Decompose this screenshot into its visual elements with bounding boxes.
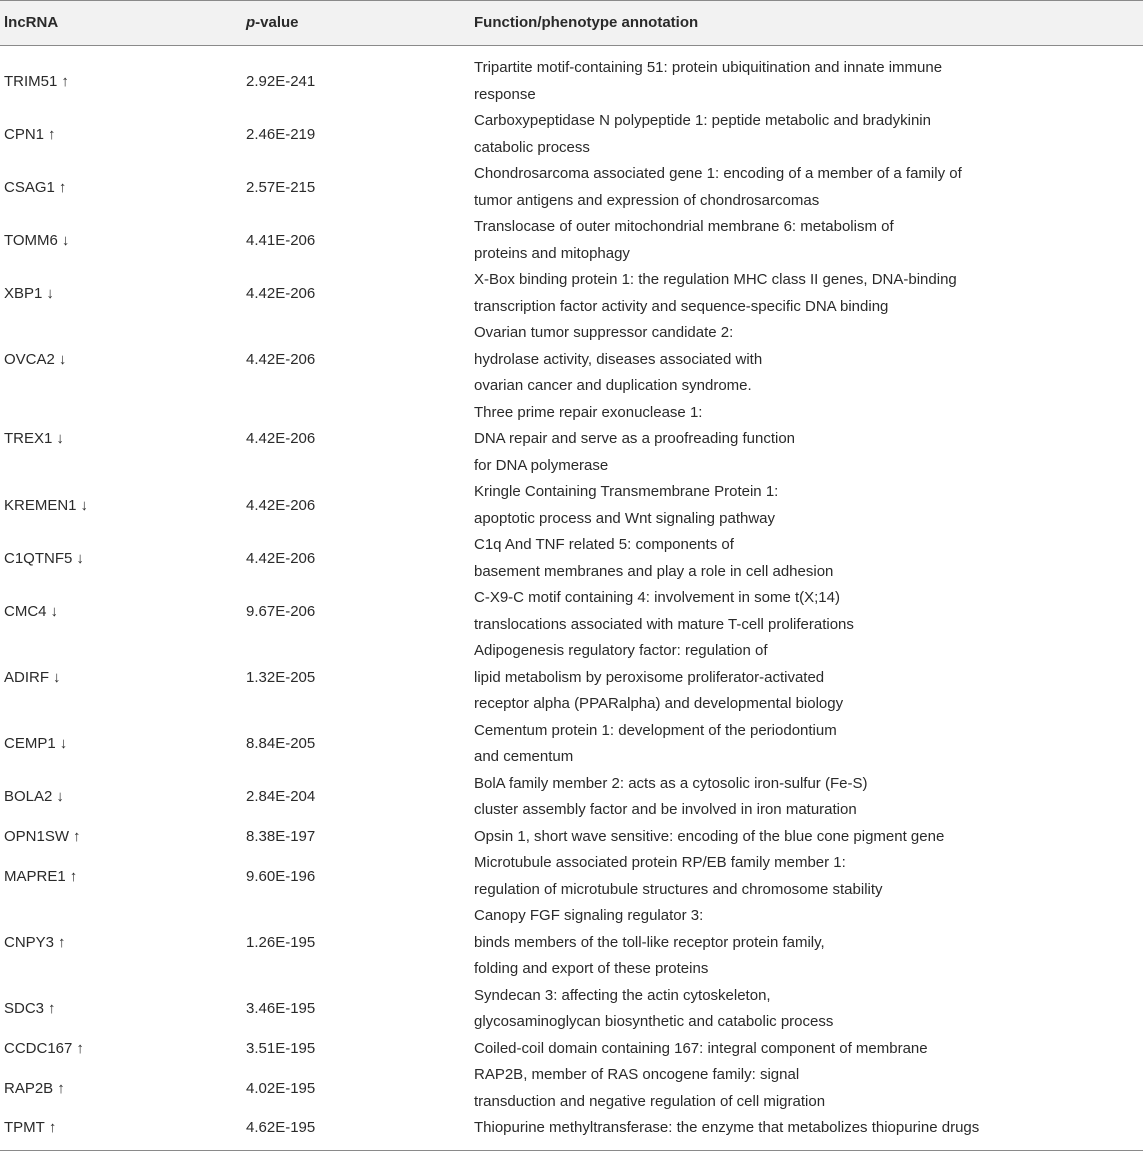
p-value: 4.42E-206 [246, 350, 316, 368]
function-annotation [474, 585, 854, 638]
lncrna-name [4, 603, 58, 620]
lncrna-name [4, 1080, 65, 1097]
lncrna-label: CSAG1 [4, 178, 55, 196]
table-row [0, 638, 1143, 718]
lncrna-name [4, 179, 66, 196]
lncrna-name [4, 788, 64, 805]
down-arrow-icon: ↓ [56, 430, 64, 448]
lncrna-name [4, 934, 66, 951]
header-pvalue [246, 14, 299, 31]
annotation-line: proteins and mitophagy [474, 244, 630, 262]
lncrna-name [4, 126, 56, 143]
annotation-line: Thiopurine methyltransferase: the enzyme that metabolizes thiopurine drugs [474, 1119, 980, 1136]
annotation-line: Carboxypeptidase N polypeptide 1: peptide metabolic and bradykinin [474, 112, 931, 129]
table-row [0, 824, 1143, 851]
annotation-line: basement membranes and play a role in cell adhesion [474, 562, 834, 580]
down-arrow-icon: ↓ [76, 549, 84, 567]
annotation-line: hydrolase activity, diseases associated with [474, 350, 763, 368]
table-bottom-rule [0, 1150, 1143, 1151]
down-arrow-icon: ↓ [61, 231, 70, 249]
up-arrow-icon: ↑ [57, 1079, 65, 1097]
p-value: 1.32E-205 [246, 668, 316, 686]
annotation-line: Coiled-coil domain containing 167: integral component of membrane [474, 1039, 928, 1057]
table-row [0, 214, 1143, 267]
down-arrow-icon: ↓ [50, 602, 59, 620]
down-arrow-icon: ↓ [80, 496, 89, 514]
table-row [0, 479, 1143, 532]
lncrna-label: CCDC167 [4, 1039, 73, 1057]
function-annotation [474, 400, 795, 480]
header-function: Function/phenotype annotation [474, 14, 699, 31]
up-arrow-icon: ↑ [48, 1000, 56, 1017]
function-annotation [474, 55, 942, 108]
lncrna-name [4, 1040, 84, 1057]
p-value: 9.67E-206 [246, 602, 316, 620]
lncrna-label: CEMP1 [4, 735, 56, 752]
function-annotation [474, 214, 894, 267]
lncrna-name [4, 828, 81, 845]
annotation-line: Tripartite motif-containing 51: protein ubiquitination and innate immune [474, 59, 943, 76]
p-value: 4.42E-206 [246, 549, 316, 567]
lncrna-label: OPN1SW [4, 827, 70, 845]
function-annotation [474, 824, 944, 851]
p-value: 2.92E-241 [246, 72, 316, 90]
annotation-line: translocations associated with mature T-cell proliferations [474, 615, 854, 633]
table-row [0, 771, 1143, 824]
function-annotation [474, 161, 962, 214]
lncrna-name [4, 285, 54, 302]
annotation-line: lipid metabolism by peroxisome proliferator-activated [474, 668, 825, 686]
up-arrow-icon: ↑ [69, 867, 78, 885]
lncrna-label: BOLA2 [4, 788, 53, 805]
lncrna-label: CNPY3 [4, 933, 55, 951]
function-annotation [474, 983, 833, 1036]
annotation-line: Syndecan 3: affecting the actin cytoskeleton, [474, 986, 771, 1004]
table-row [0, 400, 1143, 480]
header-value-text: -value [255, 14, 299, 31]
function-annotation [474, 1115, 979, 1142]
lncrna-name [4, 232, 69, 249]
lncrna-label: SDC3 [4, 1000, 45, 1017]
p-value: 1.26E-195 [246, 933, 316, 951]
lncrna-label: TPMT [4, 1119, 45, 1137]
annotation-line: cluster assembly factor and be involved in iron maturation [474, 801, 857, 818]
lncrna-name [4, 351, 66, 368]
lncrna-label: C1QTNF5 [4, 549, 73, 567]
up-arrow-icon: ↑ [58, 933, 66, 951]
p-value: 8.84E-205 [246, 735, 316, 752]
table-row [0, 1115, 1143, 1142]
lncrna-label: RAP2B [4, 1079, 54, 1097]
table-header [0, 0, 1143, 46]
lncrna-name [4, 669, 61, 686]
down-arrow-icon: ↓ [58, 350, 67, 368]
annotation-line: response [474, 85, 536, 103]
lncrna-label: XBP1 [4, 284, 43, 302]
p-value: 4.42E-206 [246, 284, 316, 302]
annotation-line: Translocase of outer mitochondrial membrane 6: metabolism of [474, 218, 894, 235]
annotation-line: ovarian cancer and duplication syndrome. [474, 377, 752, 394]
annotation-line: binds members of the toll-like receptor protein family, [474, 933, 825, 951]
lncrna-name [4, 735, 67, 752]
function-annotation [474, 1036, 928, 1063]
down-arrow-icon: ↓ [46, 284, 54, 302]
p-value: 4.42E-206 [246, 430, 316, 448]
p-value: 2.57E-215 [246, 178, 316, 196]
table-row [0, 320, 1143, 400]
up-arrow-icon: ↑ [48, 125, 56, 143]
lncrna-label: OVCA2 [4, 350, 55, 368]
annotation-line: glycosaminoglycan biosynthetic and catabolic process [474, 1013, 834, 1030]
p-value: 3.46E-195 [246, 1000, 316, 1017]
function-annotation [474, 320, 762, 400]
lncrna-label: TOMM6 [4, 231, 58, 249]
annotation-line: Cementum protein 1: development of the periodontium [474, 721, 837, 739]
lncrna-name [4, 1119, 56, 1136]
annotation-line: tumor antigens and expression of chondrosarcomas [474, 191, 820, 209]
table-row [0, 983, 1143, 1036]
header-lncrna: lncRNA [4, 14, 59, 31]
lncrna-name [4, 497, 88, 514]
annotation-line: X-Box binding protein 1: the regulation MHC class II genes, DNA-binding [474, 271, 957, 288]
annotation-line: Kringle Containing Transmembrane Protein 1: [474, 483, 779, 500]
lncrna-label: ADIRF [4, 668, 49, 686]
lncrna-label: MAPRE1 [4, 867, 66, 885]
lncrna-label: TREX1 [4, 430, 53, 448]
function-annotation [474, 532, 833, 585]
annotation-line: for DNA polymerase [474, 456, 609, 474]
lncrna-name [4, 868, 77, 885]
up-arrow-icon: ↑ [76, 1039, 84, 1057]
p-value: 4.02E-195 [246, 1079, 316, 1097]
lncrna-name [4, 1000, 56, 1017]
annotation-line: Three prime repair exonuclease 1: [474, 403, 703, 421]
lncrna-label: CMC4 [4, 602, 47, 620]
annotation-line: receptor alpha (PPARalpha) and developmental biology [474, 695, 844, 712]
function-annotation [474, 903, 825, 983]
annotation-line: folding and export of these proteins [474, 960, 709, 977]
table-row [0, 108, 1143, 161]
lncrna-name [4, 430, 64, 447]
annotation-line: catabolic process [474, 138, 590, 156]
table-row [0, 1062, 1143, 1115]
annotation-line: Opsin 1, short wave sensitive: encoding of the blue cone pigment gene [474, 827, 945, 845]
annotation-line: BolA family member 2: acts as a cytosolic iron-sulfur (Fe-S) [474, 774, 868, 792]
p-value: 4.42E-206 [246, 496, 316, 514]
p-value: 3.51E-195 [246, 1039, 316, 1057]
lncrna-label: KREMEN1 [4, 496, 77, 514]
table-row [0, 1036, 1143, 1063]
function-annotation [474, 479, 778, 532]
table-row [0, 55, 1143, 108]
table-row [0, 850, 1143, 903]
table-row [0, 585, 1143, 638]
table-row [0, 161, 1143, 214]
function-annotation [474, 771, 867, 824]
function-annotation [474, 267, 957, 320]
annotation-line: Canopy FGF signaling regulator 3: [474, 907, 704, 924]
annotation-line: Adipogenesis regulatory factor: regulation of [474, 642, 768, 659]
annotation-line: Chondrosarcoma associated gene 1: encoding of a member of a family of [474, 165, 962, 182]
lncrna-name [4, 73, 69, 90]
up-arrow-icon: ↑ [73, 827, 81, 845]
up-arrow-icon: ↑ [58, 178, 67, 196]
function-annotation [474, 638, 843, 718]
function-annotation [474, 108, 931, 161]
p-value: 9.60E-196 [246, 867, 316, 885]
annotation-line: and cementum [474, 748, 574, 765]
function-annotation [474, 718, 837, 771]
lncrna-label: TRIM51 [4, 72, 58, 90]
table-row [0, 267, 1143, 320]
function-annotation [474, 1062, 825, 1115]
annotation-line: Microtubule associated protein RP/EB family member 1: [474, 854, 846, 871]
table-row [0, 718, 1143, 771]
p-value: 2.84E-204 [246, 788, 316, 805]
function-annotation [474, 850, 883, 903]
p-value: 4.41E-206 [246, 231, 316, 249]
down-arrow-icon: ↓ [53, 668, 61, 686]
down-arrow-icon: ↓ [56, 788, 64, 805]
annotation-line: regulation of microtubule structures and chromosome stability [474, 880, 883, 898]
header-p-italic: p [246, 14, 256, 31]
down-arrow-icon: ↓ [59, 735, 68, 752]
annotation-line: transduction and negative regulation of cell migration [474, 1092, 826, 1110]
annotation-line: C-X9-C motif containing 4: involvement in some t(X;14) [474, 589, 840, 606]
p-value: 4.62E-195 [246, 1119, 316, 1137]
lncrna-label: CPN1 [4, 125, 45, 143]
annotation-line: apoptotic process and Wnt signaling pathway [474, 509, 776, 527]
table-row [0, 903, 1143, 983]
p-value: 8.38E-197 [246, 827, 316, 845]
annotation-line: C1q And TNF related 5: components of [474, 536, 734, 553]
table-row [0, 532, 1143, 585]
annotation-line: DNA repair and serve as a proofreading function [474, 430, 796, 447]
up-arrow-icon: ↑ [48, 1119, 57, 1137]
lncrna-name [4, 550, 84, 567]
annotation-line: RAP2B, member of RAS oncogene family: signal [474, 1066, 800, 1083]
p-value: 2.46E-219 [246, 125, 316, 143]
annotation-line: transcription factor activity and sequence-specific DNA binding [474, 297, 889, 315]
up-arrow-icon: ↑ [61, 72, 69, 90]
annotation-line: Ovarian tumor suppressor candidate 2: [474, 324, 734, 341]
